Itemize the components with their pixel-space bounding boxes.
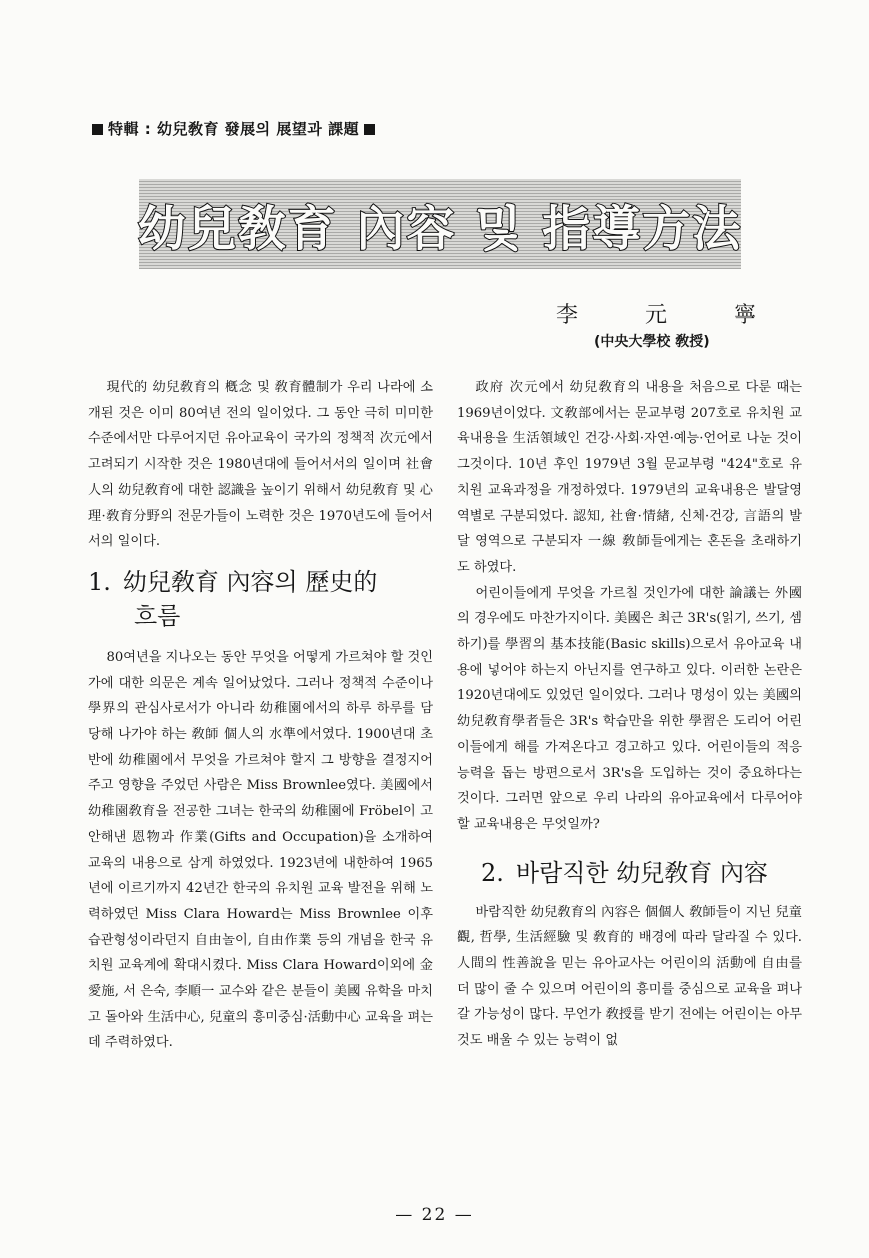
author-name [556,298,756,329]
right-column [457,375,802,1054]
body-paragraph: 어린이들에게 무엇을 가르칠 것인가에 대한 論議는 外國의 경우에도 마찬가지이다. 美國은 최근 3R's(읽기, 쓰기, 셈하기)를 學習의 基本技能(Basic skills)으로서 유아교육 내용에 넣어야 하는지 아닌지를 연구하고 있다. 이러한 논란은 1920년대에도 있었던 일이었다. 그러나 명성이 있는 美國의 幼兒敎育學者들은 3R's 학습만을 위한 學習은 도리어 어린이들에게 해를 가져온다고 경고하고 있다. 어린이들의 적응 능력을 돕는 방편으로서 3R's을 도입하는 것이 중요하다는 것이다. 그러면 앞으로 우리 나라의 유아교육에서 다루어야 할 교육내용은 무엇일까? [457,585,802,832]
author-char: 李 [556,303,579,328]
article-title: 幼兒敎育 內容 및 指導方法 [137,200,743,257]
section-2-body: 바람직한 幼兒敎育의 內容은 個個人 敎師들이 지닌 兒童觀, 哲學, 生活經驗 및 敎育的 배경에 따라 달라질 수 있다. 人間의 性善說을 믿는 유아교사는 어린이의 活動에 自由를 더 많이 줄 수 있으며 어린이의 흥미를 중심으로 교육을 펴나갈 가능성이 많다. 무언가 敎授를 받기 전에는 어린이는 아무것도 배울 수 있는 능력이 없 [457,904,802,1049]
series-header [92,118,375,139]
section-2-title: 바람직한 幼兒敎育 內容 [515,858,768,887]
section-1-title-line1: 幼兒敎育 內容의 歷史的 [122,567,378,596]
black-square-icon [92,124,103,135]
section-1-body: 80여년을 지나오는 동안 무엇을 어떻게 가르쳐야 할 것인가에 대한 의문은 계속 일어났었다. 그러나 정책적 수준이나 學界의 관심사로서가 아니라 幼稚園에서의 하루 하루를 담당해 나가야 하는 敎師 個人의 水準에서였다. 1900년대 초반에 幼稚園에서 무엇을 가르쳐야 할지 그 방향을 결정지어 주고 영향을 주었던 사람은 Miss Brownlee였다. 美國에서 幼稚園敎育을 전공한 그녀는 한국의 幼稚園에 Fröbel이 고안해낸 恩物과 作業(Gifts and Occupation)을 소개하여 교육의 내용으로 삼게 하였었다. 1923년에 내한하여 1965년에 이르기까지 42년간 한국의 유치원 교육 발전을 위해 노력하였던 Miss Clara Howard는 Miss Brownlee 이후 습관형성이라던지 自由놀이, 自由作業 등의 개념을 한국 유치원 교육계에 확대시켰다. Miss Clara Howard이외에 金愛施, 서 은숙, 李順一 교수와 같은 분들이 美國 유학을 마치고 돌아와 生活中心, 兒童의 흥미중심·活動中心 교육을 펴는데 주력하였다. [88,649,433,1051]
intro-paragraph: 現代的 幼兒敎育의 槪念 및 敎育體制가 우리 나라에 소개된 것은 이미 80여년 전의 일이었다. 그 동안 극히 미미한 수준에서만 다루어지던 유아교육이 국가의 정책적 次元에서 고려되기 시작한 것은 1980년대에 들어서서의 일이며 社會人의 幼兒敎育에 대한 認識을 높이기 위해서 幼兒敎育 및 心理·敎育分野의 전문가들이 노력한 것은 1970년도에 들어서서의 일이다. [88,380,433,550]
body-paragraph: 政府 次元에서 幼兒敎育의 내용을 처음으로 다룬 때는 1969년이었다. 文敎部에서는 문교부령 207호로 유치원 교육내용을 生活領域인 건강·사회·자연·예능·언어로 나눈 것이 그것이다. 10년 후인 1979년 3월 문교부령 "424"호로 유치원 교육과정을 개정하였다. 1979년의 교육내용은 발달영역별로 구분되었다. 認知, 社會·情緖, 신체·건강, 言語의 발달 영역으로 구분되자 一線 敎師들에게는 혼돈을 초래하기도 하였다. [457,380,802,575]
section-1-number: 1. [88,567,111,596]
series-label: 特輯 : 幼兒敎育 發展의 展望과 課題 [108,120,360,138]
title-band [139,179,741,269]
section-2-number: 2. [481,858,504,887]
black-square-icon [364,124,375,135]
page-number: — 22 — [395,1205,474,1225]
author-char: 元 [644,303,667,328]
author-affiliation: (中央大學校 敎授) [594,334,710,350]
section-1-title-line2: 흐름 [134,601,181,630]
section-2-heading [481,856,802,890]
section-1-heading [88,565,433,633]
author-char: 寧 [733,303,756,328]
left-column [88,375,433,1056]
